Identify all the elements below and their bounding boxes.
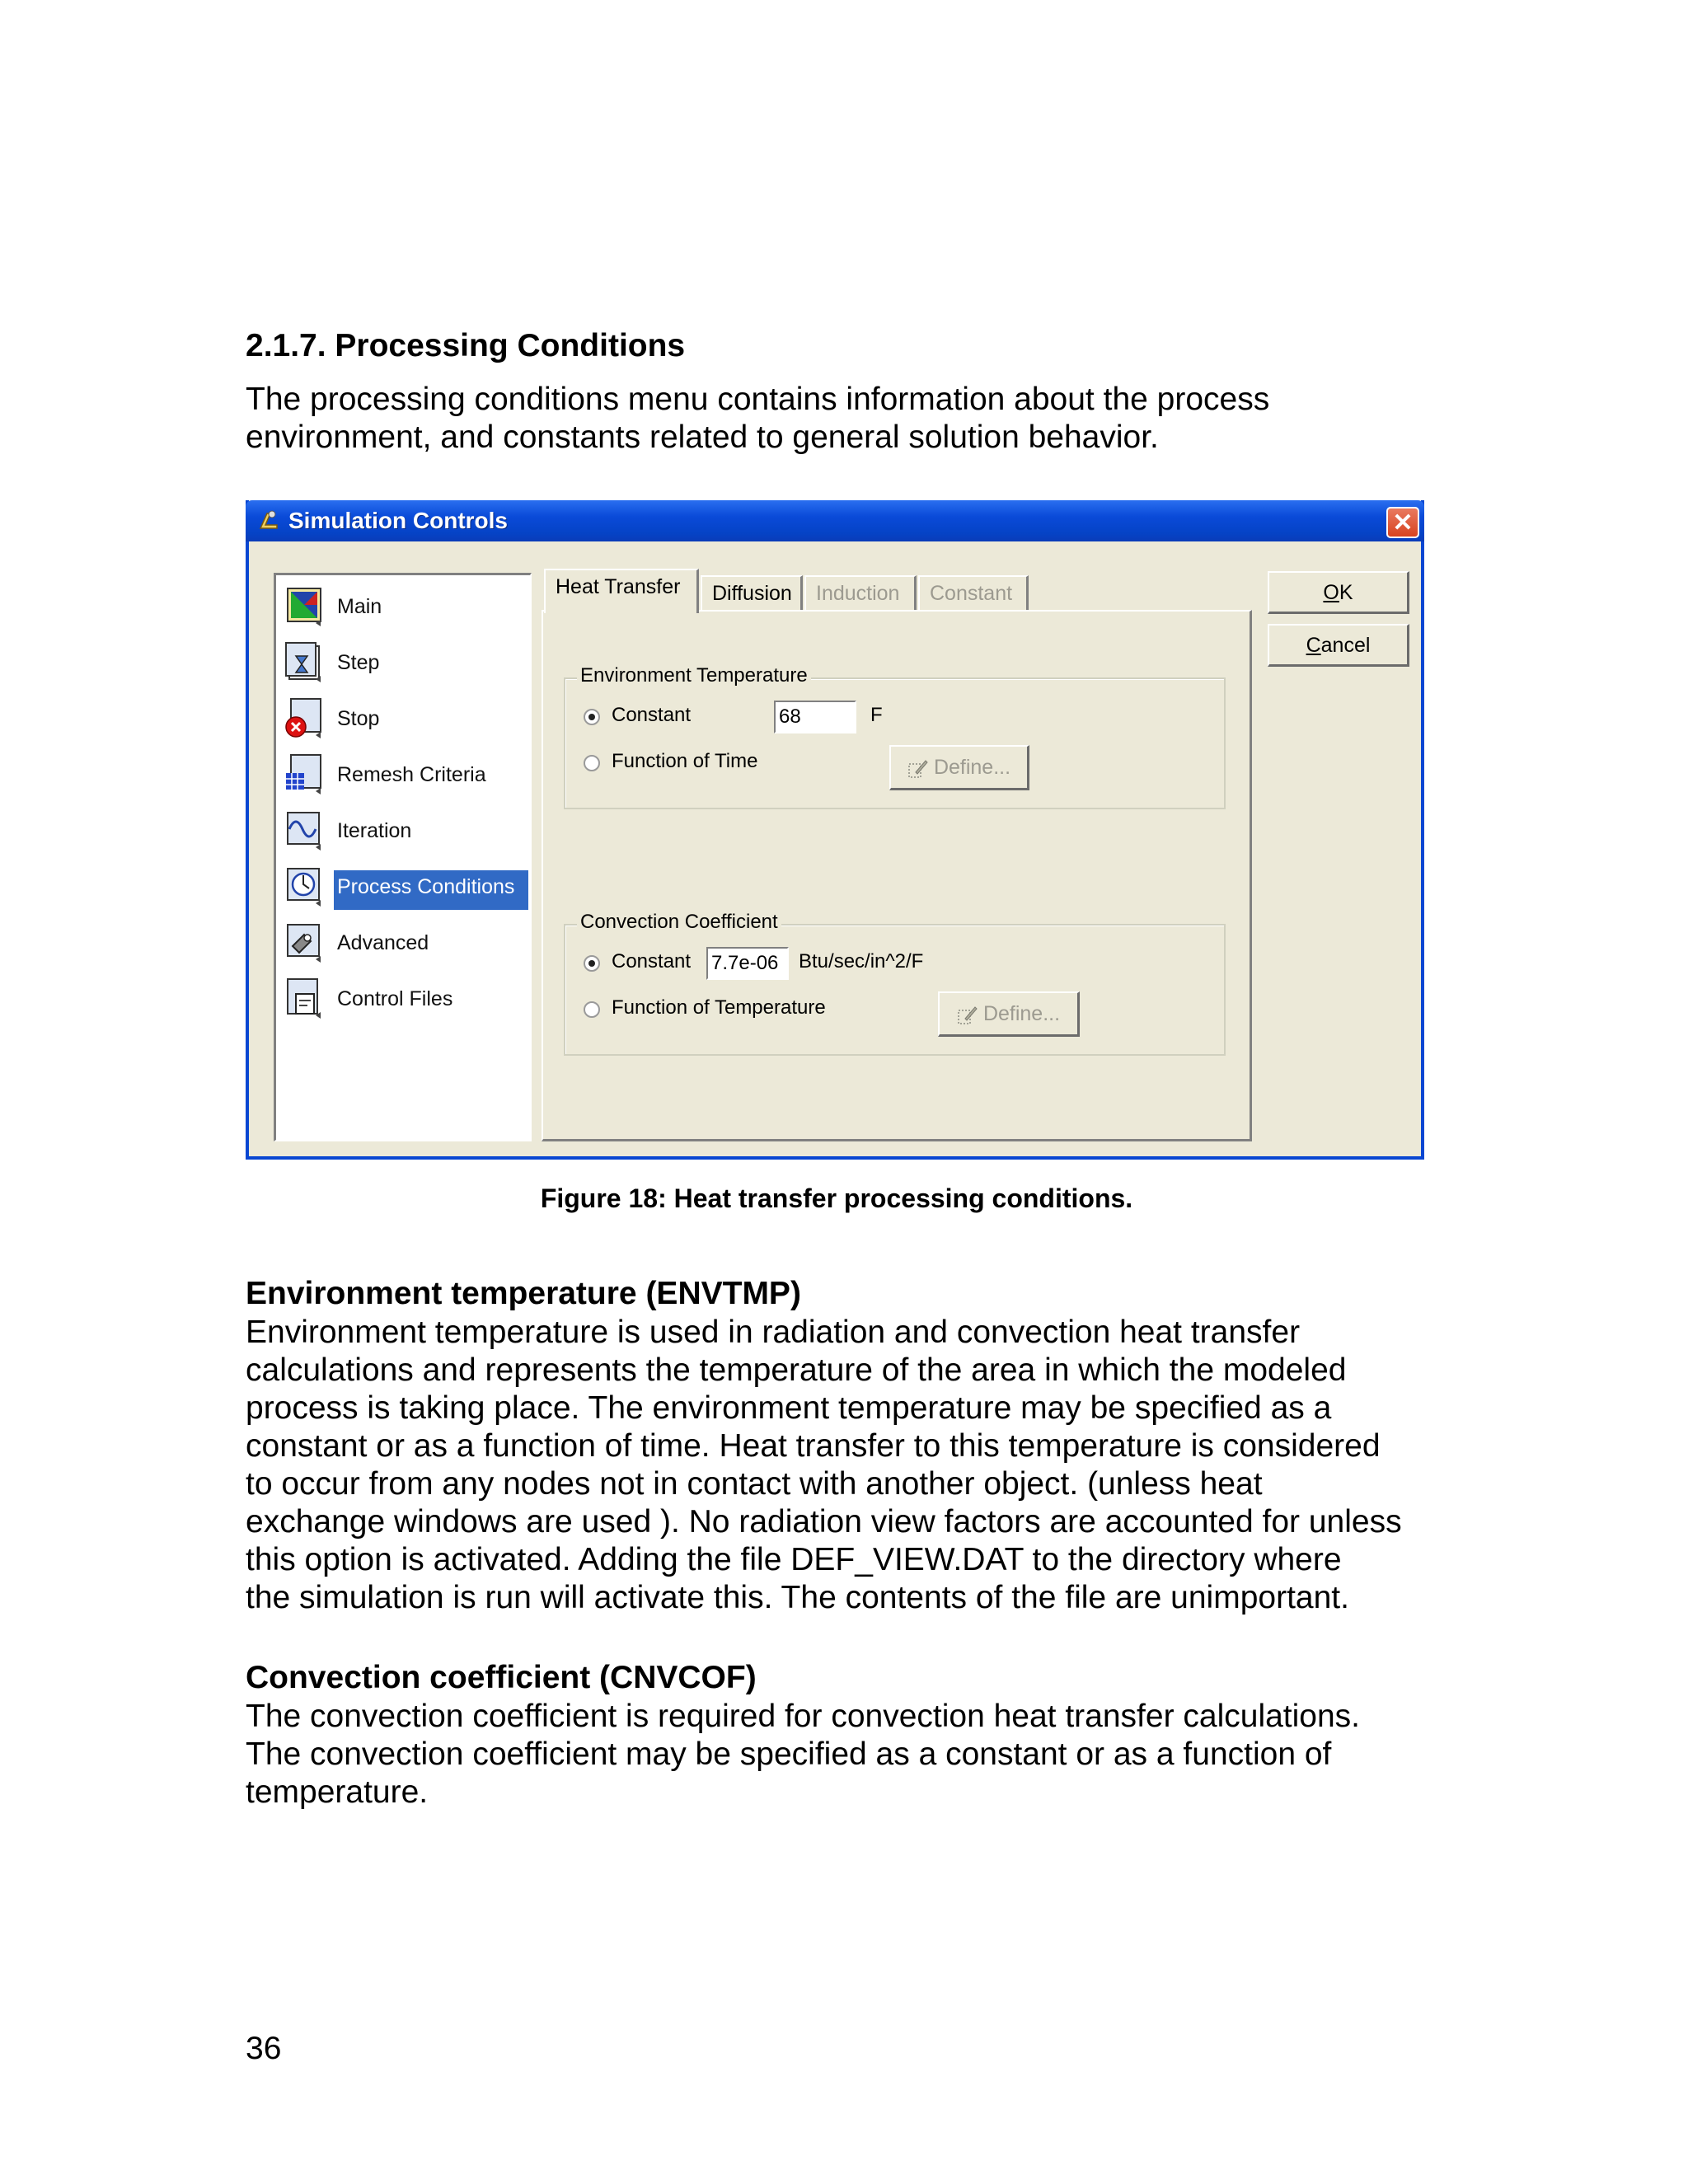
intro-line: The processing conditions menu contains information about the process	[246, 382, 1270, 417]
tab-constant[interactable]	[918, 575, 1029, 612]
conv-line: The convection coefficient is required for convection heat transfer calculations.	[246, 1699, 1361, 1734]
nav-item-label: Process Conditions	[334, 870, 528, 910]
env-line: exchange windows are used ). No radiation view factors are accounted for unless	[246, 1504, 1402, 1540]
conv-heading: Convection coefficient (CNVCOF)	[246, 1660, 757, 1695]
radio-label: Function of Time	[612, 750, 758, 772]
heat-transfer-panel	[542, 610, 1252, 1141]
ok-button[interactable]	[1268, 571, 1409, 614]
nav-item-label: Stop	[337, 707, 380, 730]
advanced-icon	[283, 920, 329, 966]
figure-caption: Figure 18: Heat transfer processing conditions.	[540, 1183, 1133, 1213]
env-line: Environment temperature is used in radiation and convection heat transfer	[246, 1315, 1301, 1350]
convection-coefficient-group	[564, 911, 1226, 1056]
main-icon	[283, 583, 329, 630]
conv-unit: Btu/sec/in^2/F	[799, 950, 924, 972]
env-heading: Environment temperature (ENVTMP)	[246, 1276, 801, 1311]
button-label: Define...	[982, 1002, 1061, 1025]
tab-label: Induction	[816, 582, 900, 605]
stop-icon	[283, 696, 329, 742]
conv-line: The convection coefficient may be specified as a constant or as a function of	[246, 1736, 1332, 1772]
nav-item-advanced[interactable]	[279, 916, 527, 969]
radio-label: Constant	[612, 950, 692, 972]
cancel-mnemonic: C	[1306, 634, 1321, 657]
tab-label: Heat Transfer	[556, 575, 681, 598]
group-label: Environment Temperature	[577, 664, 811, 687]
conv-function-radio[interactable]	[584, 1001, 600, 1018]
tab-induction[interactable]	[804, 575, 917, 612]
env-function-radio[interactable]	[584, 755, 600, 771]
pencil-icon	[957, 1004, 978, 1025]
env-line: the simulation is run will activate this. The contents of the file are unimportant.	[246, 1580, 1349, 1615]
radio-label: Function of Temperature	[612, 996, 826, 1019]
page-number: 36	[246, 2031, 282, 2066]
nav-item-step[interactable]	[279, 636, 527, 689]
dialog-titlebar[interactable]	[246, 500, 1424, 541]
nav-item-label: Control Files	[337, 987, 453, 1010]
env-unit: F	[870, 704, 883, 726]
tab-label: Diffusion	[712, 582, 792, 605]
nav-item-iteration[interactable]	[279, 804, 527, 857]
step-icon	[283, 640, 329, 686]
env-line: to occur from any nodes not in contact with another object. (unless heat	[246, 1466, 1263, 1502]
process-conditions-icon	[283, 864, 329, 910]
conv-define-button[interactable]	[938, 991, 1080, 1037]
nav-item-label: Advanced	[337, 931, 429, 954]
tab-heat-transfer[interactable]	[544, 569, 699, 613]
nav-item-label: Step	[337, 651, 380, 674]
iteration-icon	[283, 808, 329, 854]
env-constant-radio[interactable]	[584, 709, 600, 725]
conv-paragraph	[246, 1698, 1449, 1811]
env-line: this option is activated. Adding the file DEF_VIEW.DAT to the directory where	[246, 1542, 1342, 1577]
nav-item-remesh-criteria[interactable]	[279, 748, 527, 801]
convection-coefficient-input[interactable]: 7.7e-06	[706, 947, 789, 980]
nav-item-label: Iteration	[337, 819, 412, 842]
nav-item-label: Main	[337, 595, 382, 618]
env-line: calculations and represents the temperature of the area in which the modeled	[246, 1352, 1347, 1388]
nav-item-control-files[interactable]	[279, 972, 527, 1025]
section-heading: 2.1.7. Processing Conditions	[246, 328, 686, 363]
env-paragraph	[246, 1314, 1449, 1617]
button-label: Define...	[933, 756, 1011, 779]
controls-nav-list	[274, 573, 532, 1141]
close-button[interactable]	[1386, 507, 1419, 538]
nav-item-process-conditions[interactable]	[279, 860, 527, 913]
nav-item-stop[interactable]	[279, 692, 527, 745]
nav-item-main[interactable]	[279, 580, 527, 633]
cancel-label: ancel	[1320, 634, 1371, 657]
conv-line: temperature.	[246, 1774, 429, 1810]
nav-item-label: Remesh Criteria	[337, 763, 486, 786]
cancel-button[interactable]	[1268, 624, 1409, 667]
ok-label: K	[1339, 581, 1353, 604]
intro-paragraph	[246, 381, 1449, 457]
env-line: constant or as a function of time. Heat transfer to this temperature is considered	[246, 1428, 1381, 1464]
remesh-icon	[283, 752, 329, 798]
simulation-controls-dialog	[246, 500, 1424, 1160]
close-icon: ✕	[1392, 509, 1414, 537]
pencil-icon	[907, 757, 929, 779]
dialog-title: Simulation Controls	[288, 508, 508, 533]
tab-diffusion[interactable]	[701, 575, 803, 612]
env-line: process is taking place. The environment temperature may be specified as a	[246, 1390, 1332, 1426]
control-files-icon	[283, 976, 329, 1022]
radio-label: Constant	[612, 704, 692, 726]
conv-constant-radio[interactable]	[584, 955, 600, 972]
tab-label: Constant	[930, 582, 1013, 605]
intro-line: environment, and constants related to general solution behavior.	[246, 419, 1159, 455]
app-icon	[256, 507, 282, 533]
env-define-button[interactable]	[889, 745, 1029, 790]
environment-temperature-group	[564, 664, 1226, 809]
ok-mnemonic: O	[1323, 581, 1339, 604]
group-label: Convection Coefficient	[577, 911, 781, 934]
env-temperature-input[interactable]: 68	[774, 701, 856, 733]
